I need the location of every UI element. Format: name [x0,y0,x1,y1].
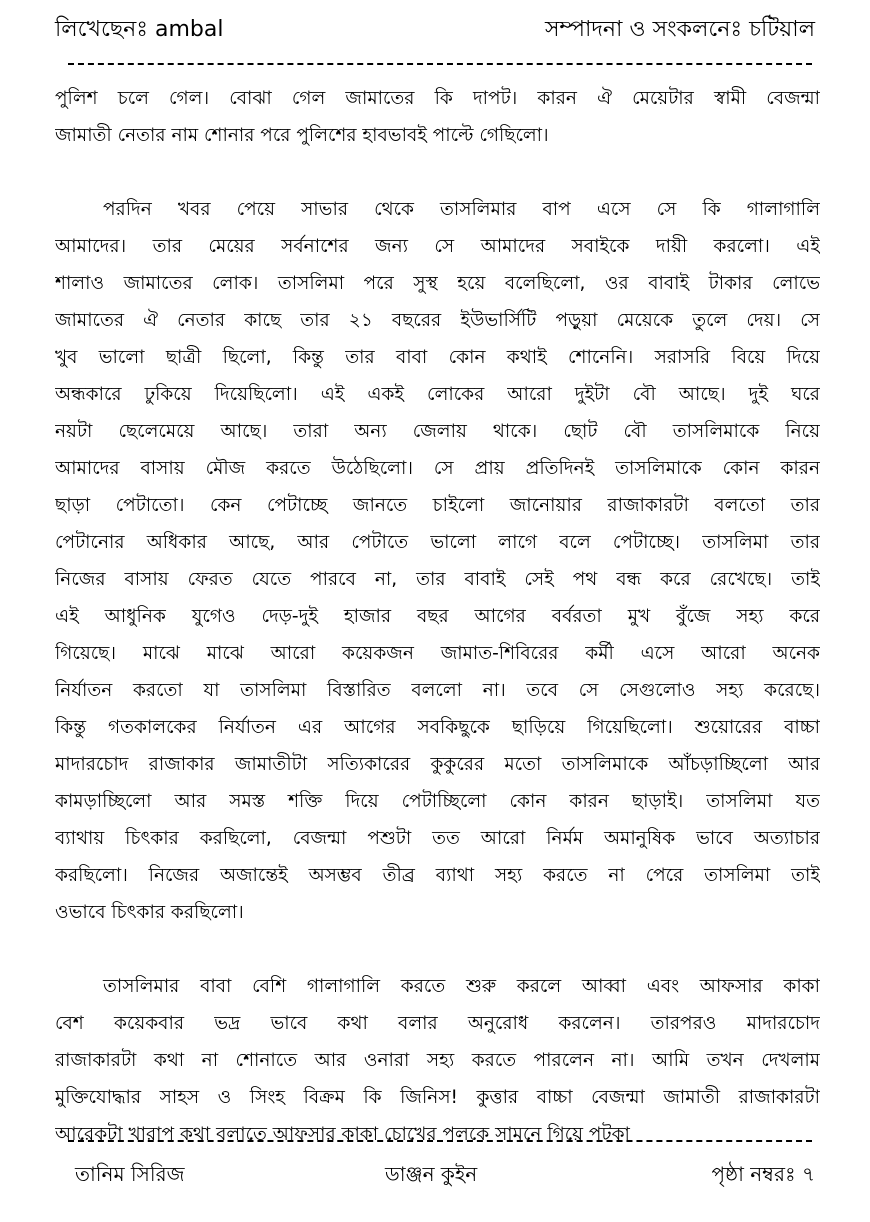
text-line: মুক্তিযোদ্ধার সাহস ও সিংহ বিক্রম কি জিনিস! কুত্তার বাচ্চা বেজন্মা জামাতী রাজাকারটা [55,1087,820,1108]
footer-divider [68,1140,812,1142]
text-line: এই আধুনিক যুগেও দেড়-দুই হাজার বছর আগের বর্বরতা মুখ বুঁজে সহ্য করে [55,606,820,627]
text-line: করছিলো। নিজের অজান্তেই অসম্ভব তীব্র ব্যাথা সহ্য করতে না পেরে তাসলিমা তাই [55,865,820,886]
text-line: পরদিন খবর পেয়ে সাভার থেকে তাসলিমার বাপ এসে সে কি গালাগালি [103,199,820,220]
paragraph [55,968,820,1153]
text-line: পুলিশ চলে গেল। বোঝা গেল জামাতের কি দাপট। কারন ঐ মেয়েটার স্বামী বেজন্মা [55,88,820,109]
story-text [55,80,820,1153]
text-line: পেটানোর অধিকার আছে, আর পেটাতে ভালো লাগে বলে পেটাচ্ছে। তাসলিমা তার [55,532,820,553]
text-line: জামাতের ঐ নেতার কাছে তার ২১ বছরের ইউভার্সিটি পড়ুয়া মেয়েকে তুলে দেয়। সে [55,310,820,331]
text-line: আরেকটা খারাপ কথা বলাতে আফসার কাকা চোখের পলকে সামনে গিয়ে পটকা [55,1124,630,1145]
text-line: নির্যাতন করতো যা তাসলিমা বিস্তারিত বললো না। তবে সে সেগুলোও সহ্য করেছে। [55,680,820,701]
text-line: শালাও জামাতের লোক। তাসলিমা পরে সুস্থ হয়ে বলেছিলো, ওর বাবাই টাকার লোভে [55,273,820,294]
text-line: ব্যাথায় চিৎকার করছিলো, বেজন্মা পশুটা তত আরো নির্মম অমানুষিক ভাবে অত্যাচার [55,828,820,849]
paragraph [55,80,820,154]
text-line: ওভাবে চিৎকার করছিলো। [55,902,244,923]
text-line: গিয়েছে। মাঝে মাঝে আরো কয়েকজন জামাত-শিবিরের কর্মী এসে আরো অনেক [55,643,820,664]
series-name: তানিম সিরিজ [75,1162,185,1186]
author-credit: লিখেছেনঃ ambal [55,17,224,42]
text-line: কিন্তু গতকালকের নির্যাতন এর আগের সবকিছুকে ছাড়িয়ে গিয়েছিলো। শুয়োরের বাচ্চা [55,717,820,738]
text-line: কামড়াচ্ছিলো আর সমস্ত শক্তি দিয়ে পেটাচ্ছিলো কোন কারন ছাড়াই। তাসলিমা যত [55,791,820,812]
text-line: নিজের বাসায় ফেরত যেতে পারবে না, তার বাবাই সেই পথ বন্ধ করে রেখেছে। তাই [55,569,820,590]
text-line: আমাদের বাসায় মৌজ করতে উঠেছিলো। সে প্রায় প্রতিদিনই তাসলিমাকে কোন কারন [55,458,820,479]
page-footer [75,1157,815,1191]
text-line: জামাতী নেতার নাম শোনার পরে পুলিশের হাবভাবই পাল্টে গেছিলো। [55,125,549,146]
header-divider [68,63,812,65]
text-line: তাসলিমার বাবা বেশি গালাগালি করতে শুরু করলে আব্বা এবং আফসার কাকা [103,976,820,997]
paragraph-gap [55,931,820,968]
page-number: পৃষ্ঠা নম্বরঃ ৭ [711,1162,815,1186]
paragraph [55,191,820,931]
text-line: অন্ধকারে ঢুকিয়ে দিয়েছিলো। এই একই লোকের আরো দুইটা বৌ আছে। দুই ঘরে [55,384,820,405]
text-line: ছাড়া পেটাতো। কেন পেটাচ্ছে জানতে চাইলো জানোয়ার রাজাকারটা বলতো তার [55,495,820,516]
page-header [55,14,815,46]
story-title: ডাঞ্জন কুইন [385,1162,478,1186]
text-line: বেশ কয়েকবার ভদ্র ভাবে কথা বলার অনুরোধ করলেন। তারপরও মাদারচোদ [55,1013,820,1034]
text-line: রাজাকারটা কথা না শোনাতে আর ওনারা সহ্য করতে পারলেন না। আমি তখন দেখলাম [55,1050,820,1071]
text-line: মাদারচোদ রাজাকার জামাতীটা সত্যিকারের কুকুরের মতো তাসলিমাকে আঁচড়াচ্ছিলো আর [55,754,820,775]
text-line: খুব ভালো ছাত্রী ছিলো, কিন্তু তার বাবা কোন কথাই শোনেনি। সরাসরি বিয়ে দিয়ে [55,347,820,368]
paragraph-gap [55,154,820,191]
text-line: আমাদের। তার মেয়ের সর্বনাশের জন্য সে আমাদের সবাইকে দায়ী করলো। এই [55,236,820,257]
editor-credit: সম্পাদনা ও সংকলনেঃ চটিয়াল [544,17,815,42]
text-line: নয়টা ছেলেমেয়ে আছে। তারা অন্য জেলায় থাকে। ছোট বৌ তাসলিমাকে নিয়ে [55,421,820,442]
